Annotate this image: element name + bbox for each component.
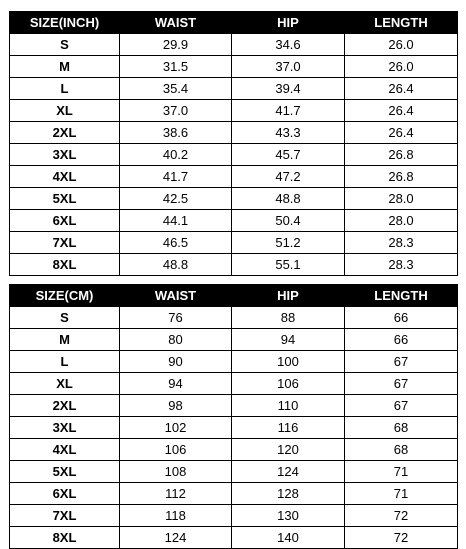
table-body — [10, 34, 458, 276]
table-row — [10, 144, 458, 166]
waist-cell: 41.7 — [120, 166, 232, 188]
hip-cell: 128 — [232, 483, 345, 505]
table-row — [10, 210, 458, 232]
length-cell: 28.0 — [345, 188, 458, 210]
table-row — [10, 34, 458, 56]
size-cell: L — [10, 78, 120, 100]
size-cell: 7XL — [10, 232, 120, 254]
waist-cell: 76 — [120, 307, 232, 329]
table-row — [10, 56, 458, 78]
table-row — [10, 439, 458, 461]
table-row — [10, 100, 458, 122]
waist-cell: 42.5 — [120, 188, 232, 210]
waist-cell: 90 — [120, 351, 232, 373]
hip-cell: 51.2 — [232, 232, 345, 254]
hip-cell: 124 — [232, 461, 345, 483]
length-cell: 26.4 — [345, 122, 458, 144]
length-cell: 28.3 — [345, 254, 458, 276]
length-cell: 26.4 — [345, 78, 458, 100]
hip-cell: 110 — [232, 395, 345, 417]
length-cell: 66 — [345, 307, 458, 329]
column-header-waist: WAIST — [120, 285, 232, 307]
table-body — [10, 307, 458, 549]
waist-cell: 38.6 — [120, 122, 232, 144]
size-cell: 8XL — [10, 527, 120, 549]
size-cell: M — [10, 56, 120, 78]
table-row — [10, 505, 458, 527]
size-cell: S — [10, 307, 120, 329]
hip-cell: 100 — [232, 351, 345, 373]
length-cell: 26.8 — [345, 144, 458, 166]
size-cell: XL — [10, 100, 120, 122]
size-cell: L — [10, 351, 120, 373]
column-header-hip: HIP — [232, 285, 345, 307]
table-row — [10, 461, 458, 483]
hip-cell: 55.1 — [232, 254, 345, 276]
length-cell: 67 — [345, 395, 458, 417]
waist-cell: 29.9 — [120, 34, 232, 56]
hip-cell: 88 — [232, 307, 345, 329]
length-cell: 26.8 — [345, 166, 458, 188]
column-header-hip: HIP — [232, 12, 345, 34]
table-row — [10, 395, 458, 417]
column-header-size: SIZE(CM) — [10, 285, 120, 307]
hip-cell: 120 — [232, 439, 345, 461]
waist-cell: 40.2 — [120, 144, 232, 166]
size-cell: 5XL — [10, 188, 120, 210]
size-cell: 6XL — [10, 210, 120, 232]
waist-cell: 44.1 — [120, 210, 232, 232]
header-row — [10, 12, 458, 34]
waist-cell: 80 — [120, 329, 232, 351]
table-row — [10, 351, 458, 373]
table-row — [10, 417, 458, 439]
length-cell: 26.0 — [345, 56, 458, 78]
table-header — [10, 12, 458, 34]
size-cell: 7XL — [10, 505, 120, 527]
header-row — [10, 285, 458, 307]
waist-cell: 108 — [120, 461, 232, 483]
length-cell: 68 — [345, 439, 458, 461]
length-cell: 72 — [345, 505, 458, 527]
table-row — [10, 122, 458, 144]
size-cell: 4XL — [10, 439, 120, 461]
table-row — [10, 254, 458, 276]
length-cell: 28.3 — [345, 232, 458, 254]
column-header-length: LENGTH — [345, 285, 458, 307]
table-row — [10, 307, 458, 329]
length-cell: 71 — [345, 483, 458, 505]
waist-cell: 98 — [120, 395, 232, 417]
size-cell: 4XL — [10, 166, 120, 188]
hip-cell: 106 — [232, 373, 345, 395]
size-cell: M — [10, 329, 120, 351]
waist-cell: 35.4 — [120, 78, 232, 100]
hip-cell: 130 — [232, 505, 345, 527]
hip-cell: 116 — [232, 417, 345, 439]
size-cell: 3XL — [10, 144, 120, 166]
table-row — [10, 166, 458, 188]
length-cell: 72 — [345, 527, 458, 549]
table-row — [10, 527, 458, 549]
waist-cell: 124 — [120, 527, 232, 549]
length-cell: 68 — [345, 417, 458, 439]
hip-cell: 94 — [232, 329, 345, 351]
size-cell: 8XL — [10, 254, 120, 276]
table-row — [10, 373, 458, 395]
waist-cell: 106 — [120, 439, 232, 461]
waist-cell: 94 — [120, 373, 232, 395]
table-row — [10, 78, 458, 100]
length-cell: 26.0 — [345, 34, 458, 56]
hip-cell: 140 — [232, 527, 345, 549]
length-cell: 67 — [345, 373, 458, 395]
table-row — [10, 329, 458, 351]
size-cell: 6XL — [10, 483, 120, 505]
hip-cell: 41.7 — [232, 100, 345, 122]
waist-cell: 46.5 — [120, 232, 232, 254]
size-cell: S — [10, 34, 120, 56]
table-row — [10, 232, 458, 254]
size-cell: 2XL — [10, 395, 120, 417]
column-header-waist: WAIST — [120, 12, 232, 34]
length-cell: 26.4 — [345, 100, 458, 122]
waist-cell: 118 — [120, 505, 232, 527]
hip-cell: 43.3 — [232, 122, 345, 144]
hip-cell: 48.8 — [232, 188, 345, 210]
length-cell: 67 — [345, 351, 458, 373]
waist-cell: 102 — [120, 417, 232, 439]
waist-cell: 31.5 — [120, 56, 232, 78]
size-cell: XL — [10, 373, 120, 395]
size-cell: 5XL — [10, 461, 120, 483]
hip-cell: 45.7 — [232, 144, 345, 166]
size-chart-inch-table — [9, 11, 458, 276]
size-cell: 2XL — [10, 122, 120, 144]
waist-cell: 37.0 — [120, 100, 232, 122]
column-header-length: LENGTH — [345, 12, 458, 34]
hip-cell: 37.0 — [232, 56, 345, 78]
hip-cell: 34.6 — [232, 34, 345, 56]
table-row — [10, 188, 458, 210]
table-row — [10, 483, 458, 505]
length-cell: 66 — [345, 329, 458, 351]
waist-cell: 112 — [120, 483, 232, 505]
hip-cell: 47.2 — [232, 166, 345, 188]
length-cell: 71 — [345, 461, 458, 483]
column-header-size: SIZE(INCH) — [10, 12, 120, 34]
size-cell: 3XL — [10, 417, 120, 439]
hip-cell: 50.4 — [232, 210, 345, 232]
waist-cell: 48.8 — [120, 254, 232, 276]
table-header — [10, 285, 458, 307]
length-cell: 28.0 — [345, 210, 458, 232]
hip-cell: 39.4 — [232, 78, 345, 100]
size-chart-cm-table — [9, 284, 458, 549]
